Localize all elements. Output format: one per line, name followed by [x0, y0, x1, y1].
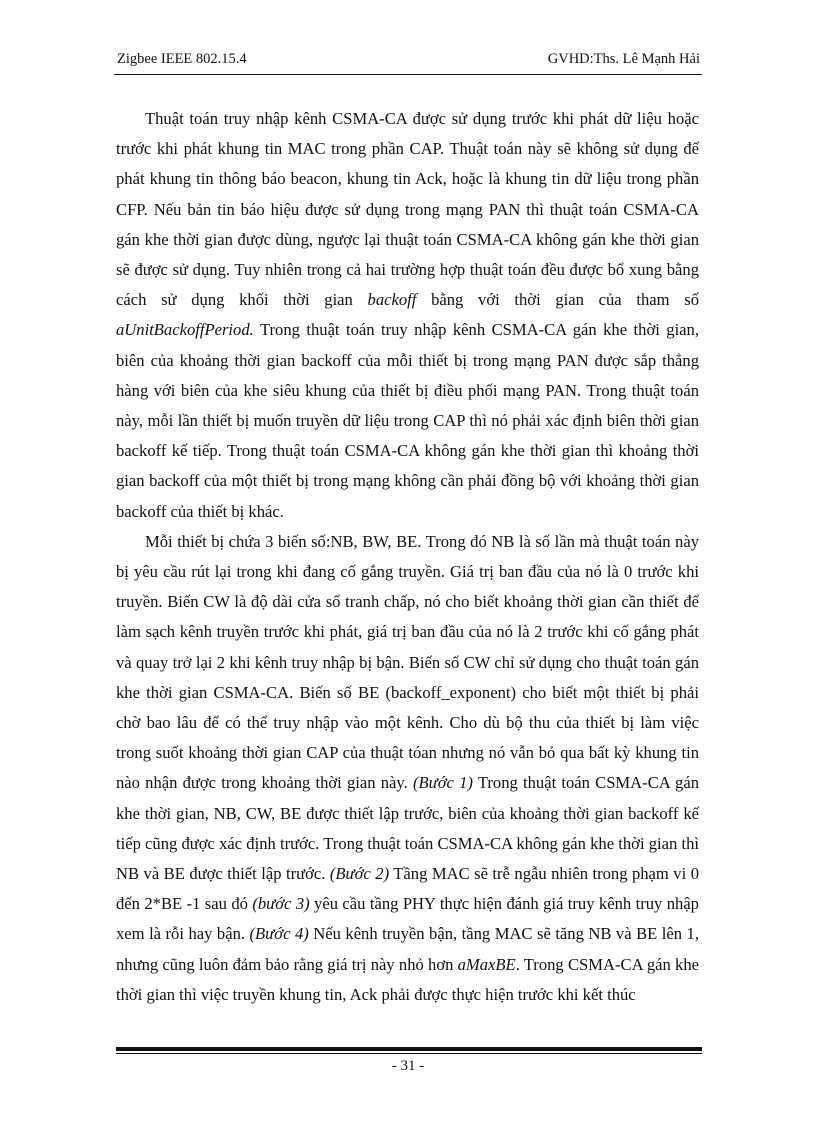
footer-divider-thick — [116, 1047, 702, 1051]
step-4-label: (Bước 4) — [249, 924, 309, 944]
document-body — [116, 104, 699, 1010]
step-3-label: (bước 3) — [252, 894, 310, 914]
term-backoff: backoff — [367, 290, 417, 310]
step-1-label: (Bước 1) — [412, 773, 473, 793]
footer-divider-thin — [116, 1053, 702, 1054]
header-advisor: GVHD:Ths. Lê Mạnh Hải — [547, 51, 700, 67]
paragraph-csma-ca-overview: Thuật toán truy nhập kênh CSMA-CA được sử dụng trước khi phát dữ liệu hoặc trước khi phát khung tin MAC trong phần CAP. Thuật toán này sẽ không sử dụng để phát khung tin thông báo beacon, khung tin Ack, hoặc là khung tin dữ liệu trong phần CFP. Nếu bản tin báo hiệu được sử dụng trong mạng PAN thì thuật toán CSMA-CA gán khe thời gian được dùng, ngược lại thuật toán CSMA-CA không gán khe thời gian sẽ được sử dụng. Tuy nhiên trong cả hai trường hợp thuật toán đều được bổ xung bằng cách sử dụng khối thời gian backoff bằng với thời gian của tham số aUnitBackoffPeriod. Trong thuật toán truy nhập kênh CSMA-CA gán khe thời gian, biên của khoảng thời gian backoff của mỗi thiết bị trong mạng PAN được sắp thẳng hàng với biên của khe siêu khung của thiết bị điều phối mạng PAN. Trong thuật toán này, mỗi lần thiết bị muốn truyền dữ liệu trong CAP thì nó phải xác định biên thời gian backoff kế tiếp. Trong thuật toán CSMA-CA không gán khe thời gian thì khoảng thời gian backoff của một thiết bị trong mạng không cần phải đồng bộ với khoảng thời gian backoff của thiết bị khác. — [116, 109, 699, 521]
term-aunitbackoffperiod: aUnitBackoffPeriod. — [116, 320, 254, 340]
step-2-label: (Bước 2) — [329, 864, 390, 884]
page-number: - 31 - — [391, 1058, 425, 1074]
header-divider — [114, 74, 702, 75]
term-amaxbe: aMaxBE — [457, 954, 516, 974]
paragraph-variables-steps: Mỗi thiết bị chứa 3 biến số:NB, BW, BE. Trong đó NB là số lần mà thuật toán này bị yêu cầu rút lại trong khi đang cố gắng truyền. Giá trị ban đầu của nó là 0 trước khi truyền. Biến CW là độ dài cửa sổ tranh chấp, nó cho biết khoảng thời gian cần thiết để làm sạch kênh truyền trước khi phát, giá trị ban đầu của nó là 2 trước khi cố gắng phát và quay trở lại 2 khi kênh truy nhập bị bận. Biến số CW chỉ sử dụng cho thuật toán gán khe thời gian CSMA-CA. Biến số BE (backoff_exponent) cho biết một thiết bị phải chờ bao lâu để có thể truy nhập vào một kênh. Cho dù bộ thu của thiết bị làm việc trong suốt khoảng thời gian CAP của thuật tóan nhưng nó vẫn bỏ qua bất kỳ khung tin nào nhận được trong khoảng thời gian này. (Bước 1) Trong thuật toán CSMA-CA gán khe thời gian, NB, CW, BE được thiết lập trước, biên của khoảng thời gian backoff kế tiếp cũng được xác định trước. Trong thuật toán CSMA-CA không gán khe thời gian thì NB và BE được thiết lập trước. (Bước 2) Tầng MAC sẽ trễ ngẫu nhiên trong phạm vi 0 đến 2*BE -1 sau đó (bước 3) yêu cầu tầng PHY thực hiện đánh giá truy kênh truy nhập xem là rỗi hay bận. (Bước 4) Nếu kênh truyền bận, tầng MAC sẽ tăng NB và BE lên 1, nhưng cũng luôn đảm bảo rằng giá trị này nhỏ hơn aMaxBE. Trong CSMA-CA gán khe thời gian thì việc truyền khung tin, Ack phải được thực hiện trước khi kết thúc — [116, 531, 699, 1004]
header-title: Zigbee IEEE 802.15.4 — [117, 51, 247, 67]
